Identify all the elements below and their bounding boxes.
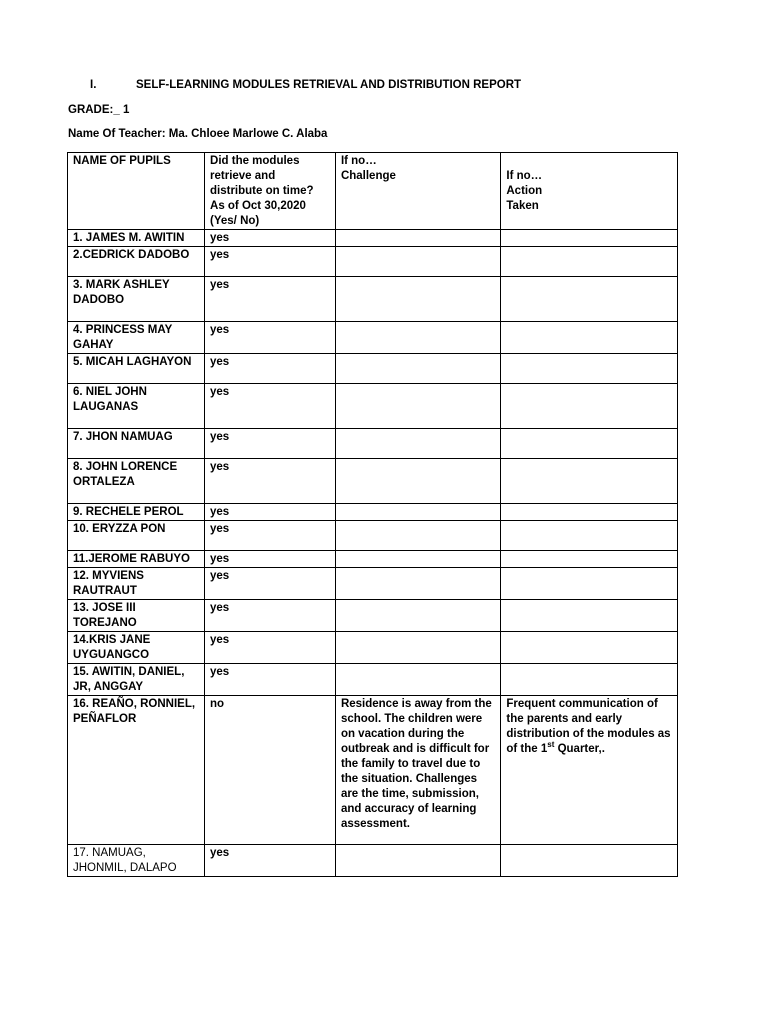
action-cell (501, 277, 678, 322)
answer: yes (205, 429, 336, 459)
table-row (68, 521, 678, 551)
action-cell (501, 247, 678, 277)
header-challenge: If no… Challenge (335, 153, 500, 230)
action-text-end: Quarter,. (554, 743, 605, 755)
pupil-name: 6. NIEL JOHN LAUGANAS (68, 384, 205, 429)
table-row (68, 322, 678, 354)
answer: yes (205, 551, 336, 568)
header-name-of-pupils: NAME OF PUPILS (68, 153, 205, 230)
grade-line: GRADE:_ 1 (68, 104, 130, 116)
pupil-name: 12. MYVIENS RAUTRAUT (68, 568, 205, 600)
pupil-name: 16. REAÑO, RONNIEL, PEÑAFLOR (68, 696, 205, 845)
table-row (68, 429, 678, 459)
table-row (68, 277, 678, 322)
action-cell (501, 384, 678, 429)
action-cell (501, 322, 678, 354)
answer: yes (205, 230, 336, 247)
challenge-cell (335, 551, 500, 568)
challenge-cell (335, 429, 500, 459)
section-title: SELF-LEARNING MODULES RETRIEVAL AND DISTRIBUTION REPORT (136, 79, 522, 91)
table-row (68, 568, 678, 600)
table-row (68, 600, 678, 632)
pupil-name: 2.CEDRICK DADOBO (68, 247, 205, 277)
table-row (68, 551, 678, 568)
answer: yes (205, 459, 336, 504)
action-cell (501, 600, 678, 632)
action-cell (501, 568, 678, 600)
challenge-cell (335, 230, 500, 247)
answer: yes (205, 277, 336, 322)
challenge-cell (335, 247, 500, 277)
challenge-cell (335, 277, 500, 322)
pupil-name: 11.JEROME RABUYO (68, 551, 205, 568)
action-cell (501, 459, 678, 504)
section-heading (90, 79, 521, 91)
section-number: I. (90, 79, 97, 91)
answer: yes (205, 322, 336, 354)
table-row (68, 384, 678, 429)
pupil-name: 4. PRINCESS MAY GAHAY (68, 322, 205, 354)
teacher-line: Name Of Teacher: Ma. Chloee Marlowe C. Alaba (68, 128, 328, 140)
action-cell (501, 504, 678, 521)
action-cell (501, 632, 678, 664)
challenge-cell (335, 504, 500, 521)
answer: yes (205, 568, 336, 600)
action-cell (501, 551, 678, 568)
answer: yes (205, 354, 336, 384)
challenge-cell (335, 664, 500, 696)
header-question: Did the modules retrieve and distribute on time? As of Oct 30,2020 (Yes/ No) (205, 153, 336, 230)
challenge-cell (335, 521, 500, 551)
answer: yes (205, 521, 336, 551)
pupil-name: 8. JOHN LORENCE ORTALEZA (68, 459, 205, 504)
answer: yes (205, 664, 336, 696)
challenge-cell (335, 600, 500, 632)
pupil-name: 10. ERYZZA PON (68, 521, 205, 551)
pupil-name: 15. AWITIN, DANIEL, JR, ANGGAY (68, 664, 205, 696)
table-row (68, 459, 678, 504)
answer: no (205, 696, 336, 845)
challenge-cell (335, 322, 500, 354)
pupil-name: 5. MICAH LAGHAYON (68, 354, 205, 384)
challenge-cell: Residence is away from the school. The children were on vacation during the outbreak and is difficult for the family to travel due to the situation. Challenges are the time, submission, and accuracy of learning assessment. (335, 696, 500, 845)
action-cell (501, 230, 678, 247)
answer: yes (205, 632, 336, 664)
report-table (67, 152, 678, 877)
challenge-cell (335, 459, 500, 504)
header-action-taken: If no… Action Taken (501, 153, 678, 230)
table-row (68, 504, 678, 521)
pupil-name: 7. JHON NAMUAG (68, 429, 205, 459)
answer: yes (205, 247, 336, 277)
pupil-name: 13. JOSE III TOREJANO (68, 600, 205, 632)
pupil-name: 14.KRIS JANE UYGUANGCO (68, 632, 205, 664)
challenge-cell (335, 845, 500, 877)
action-cell (501, 521, 678, 551)
challenge-cell (335, 384, 500, 429)
action-cell (501, 354, 678, 384)
table-row (68, 230, 678, 247)
challenge-cell (335, 632, 500, 664)
action-superscript: st (547, 740, 555, 750)
action-cell (501, 664, 678, 696)
action-cell (501, 429, 678, 459)
challenge-cell (335, 354, 500, 384)
answer: yes (205, 600, 336, 632)
table-row (68, 845, 678, 877)
table-row (68, 664, 678, 696)
pupil-name: 1. JAMES M. AWITIN (68, 230, 205, 247)
table-row (68, 354, 678, 384)
table-row (68, 696, 678, 845)
challenge-cell (335, 568, 500, 600)
answer: yes (205, 845, 336, 877)
action-cell (501, 845, 678, 877)
pupil-name: 9. RECHELE PEROL (68, 504, 205, 521)
action-text: Frequent communication of the parents and early distribution of the modules as of the 1 (506, 698, 671, 755)
pupil-name: 3. MARK ASHLEY DADOBO (68, 277, 205, 322)
action-cell (501, 696, 678, 845)
answer: yes (205, 384, 336, 429)
table-row (68, 247, 678, 277)
pupil-name: 17. NAMUAG, JHONMIL, DALAPO (68, 845, 205, 877)
table-row (68, 632, 678, 664)
answer: yes (205, 504, 336, 521)
table-header-row (68, 153, 678, 230)
